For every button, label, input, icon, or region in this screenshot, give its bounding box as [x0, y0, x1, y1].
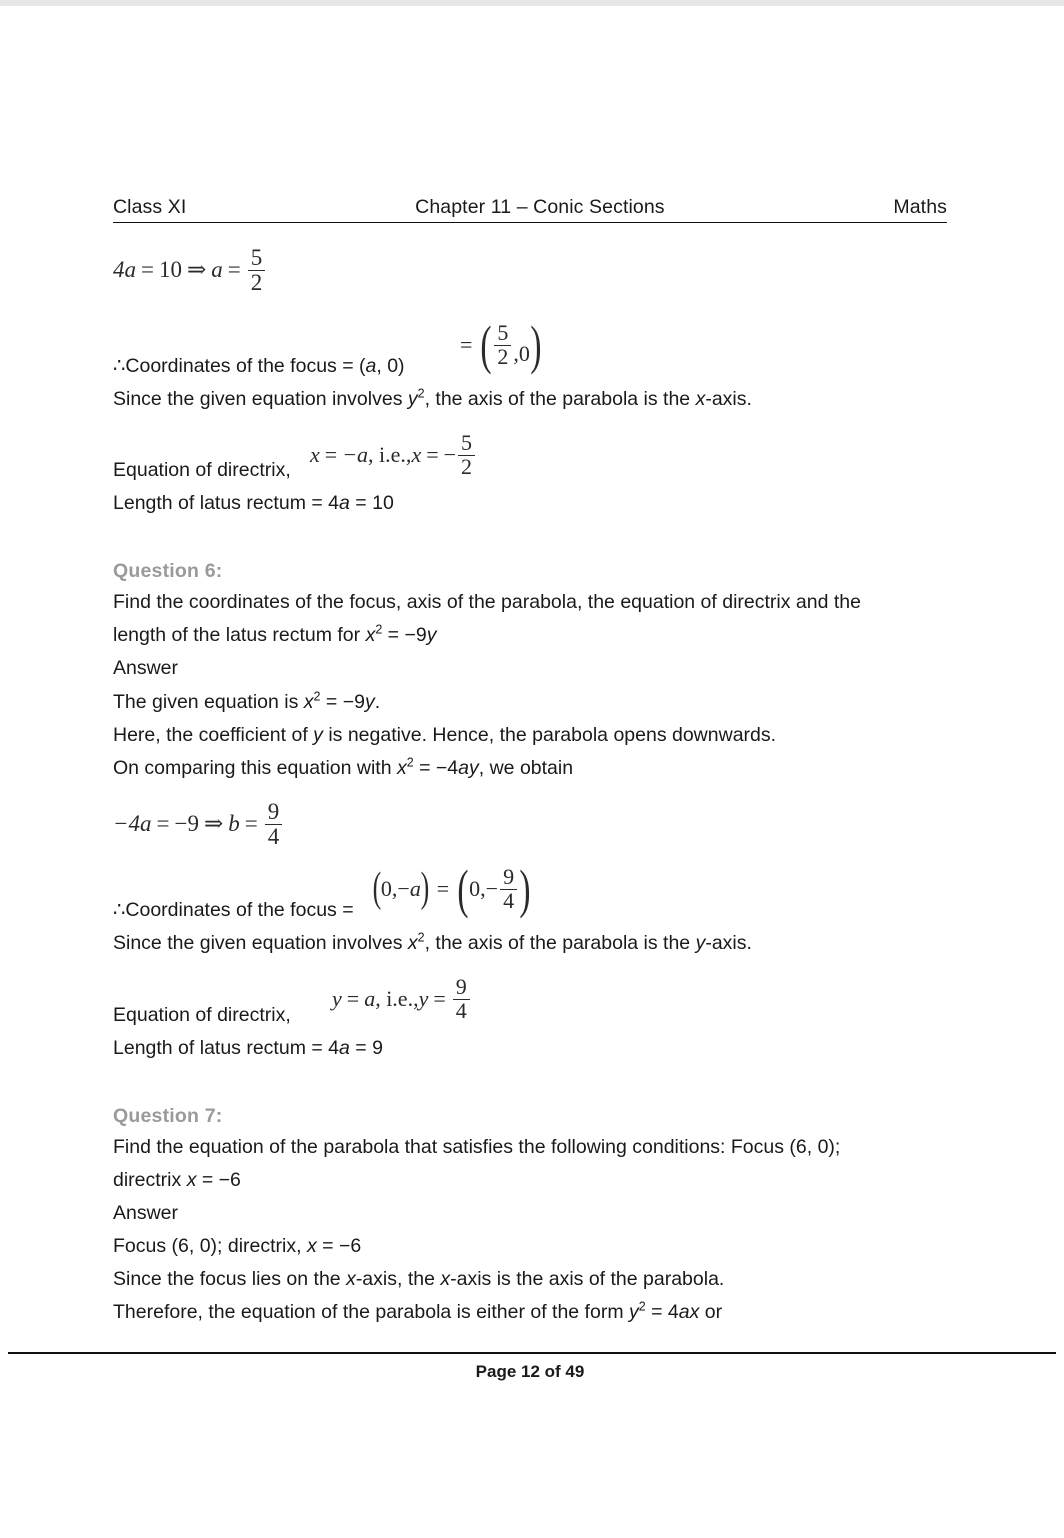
directrix-var-x1: x — [310, 442, 320, 468]
q6-latus-tail-text: = 9 — [349, 1037, 383, 1059]
q6-latus-text: Length of latus rectum = 4 — [113, 1037, 340, 1059]
latus-rectum-line-q5 — [113, 494, 394, 514]
q7-focus-text-b: = −6 — [316, 1235, 362, 1257]
directrix-equals-2: = — [426, 442, 439, 468]
question-6-prompt-line-2 — [113, 622, 437, 646]
fraction-denominator: 4 — [500, 889, 517, 913]
fraction-numerator: 5 — [250, 245, 263, 270]
q6-given-text-b: = −9 — [320, 691, 365, 713]
axis-sup-2: 2 — [417, 386, 425, 401]
q6-given-text-c: . — [374, 691, 381, 713]
fraction-numerator: 5 — [461, 430, 473, 455]
latus-text: Length of latus rectum = 4 — [113, 492, 340, 514]
fraction-denominator: 2 — [458, 455, 475, 479]
q7-form-text-b: = 4 — [645, 1301, 679, 1323]
page-header — [113, 196, 947, 223]
equation-minus4a-equals-minus9 — [113, 800, 284, 849]
directrix-neg-a: −a — [342, 442, 369, 468]
left-paren-icon: ( — [480, 314, 492, 375]
q7-axis-var-x1: x — [346, 1268, 356, 1290]
axis-text-a: Since the given equation involves — [113, 388, 408, 410]
q7-axis-text-a: Since the focus lies on the — [113, 1268, 347, 1290]
header-chapter-title: Chapter 11 – Conic Sections — [415, 196, 665, 218]
focus-math-zero-a: 0,− — [380, 876, 410, 902]
q6-compare-var-ay: ay — [458, 757, 479, 779]
eq-equals-2: = — [227, 257, 241, 283]
question-7-answer-label: Answer — [113, 1202, 179, 1224]
focus-math-equals: = — [436, 876, 450, 902]
question-6-prompt-line-1: Find the coordinates of the focus, axis of the parabola, the equation of directrix and the — [113, 591, 861, 613]
right-paren-icon: ) — [530, 314, 542, 375]
eq-var-b: b — [228, 811, 240, 837]
focus-var-a: a — [365, 355, 377, 377]
question-6-given-equation-line — [113, 689, 381, 713]
eq-var-a: a — [211, 257, 223, 283]
q6-compare-text-c: , we obtain — [478, 757, 574, 779]
question-7-axis-line — [113, 1270, 724, 1290]
fraction-numerator: 5 — [497, 320, 509, 345]
latus-tail-text: = 10 — [349, 492, 394, 514]
q6-given-sup-2: 2 — [313, 689, 321, 704]
q7-prompt-var-x: x — [186, 1169, 197, 1191]
q7-axis-text-b: -axis, the — [355, 1268, 441, 1290]
directrix-equals-2: = — [433, 986, 446, 1012]
fraction-five-halves-focus — [494, 322, 511, 369]
eq-equals-1: = — [141, 257, 154, 283]
q6-prompt-text-b: = −9 — [382, 624, 427, 646]
left-paren-icon-2: ( — [457, 858, 469, 919]
q7-focus-var-x: x — [306, 1235, 317, 1257]
q6-coeff-text-a: Here, the coefficient of — [113, 724, 314, 746]
question-7-prompt-line-2 — [113, 1171, 241, 1191]
question-6-heading: Question 6: — [113, 560, 223, 582]
directrix-label-q6: Equation of directrix, — [113, 1004, 291, 1026]
fraction-five-halves — [248, 246, 266, 295]
q6-axis-sup-2: 2 — [417, 930, 425, 945]
directrix-ie-text: , i.e., — [368, 442, 412, 468]
focus-prefix-text: ∴Coordinates of the focus = ( — [113, 355, 366, 377]
left-paren-icon: ( — [372, 865, 382, 912]
question-6-compare-line — [113, 755, 574, 779]
focus-math-zero-b: 0,− — [469, 876, 499, 902]
eq-value-minus9: −9 — [174, 811, 199, 837]
fraction-five-halves-directrix — [458, 432, 475, 479]
question-7-form-line — [113, 1299, 723, 1323]
focus-coordinates-math-q6 — [370, 858, 534, 919]
fraction-denominator: 2 — [494, 345, 511, 369]
eq-implies-arrow: ⇒ — [186, 257, 207, 283]
fraction-numerator: 9 — [503, 864, 515, 889]
eq-term-4a: 4a — [113, 257, 136, 283]
paren-group — [477, 314, 544, 375]
axis-text-b: , the axis of the parabola is the — [424, 388, 696, 410]
fraction-numerator: 9 — [455, 974, 467, 999]
eq-value-10: 10 — [158, 257, 182, 283]
axis-line-q5 — [113, 386, 752, 410]
directrix-var-x2: x — [411, 442, 422, 468]
q7-form-text-c: or — [699, 1301, 723, 1323]
axis-line-q6 — [113, 930, 752, 954]
q6-prompt-var-x: x — [365, 624, 376, 646]
fraction-numerator: 9 — [267, 799, 280, 824]
q6-axis-text-b: , the axis of the parabola is the — [424, 932, 696, 954]
right-paren-icon: ) — [420, 865, 430, 912]
equation-4a-equals-10 — [113, 246, 267, 295]
q7-axis-text-c: -axis is the axis of the parabola. — [450, 1268, 725, 1290]
question-7-prompt-line-1: Find the equation of the parabola that satisfies the following conditions: Focus (6, 0); — [113, 1136, 841, 1158]
fraction-denominator: 2 — [248, 270, 266, 295]
right-paren-icon-2: ) — [519, 858, 531, 919]
fraction-nine-fourths-directrix — [453, 976, 470, 1023]
q6-prompt-var-y: y — [426, 624, 437, 646]
q7-prompt-text-b: = −6 — [196, 1169, 241, 1191]
q6-axis-text-a: Since the given equation involves — [113, 932, 408, 954]
axis-var-x: x — [695, 388, 706, 410]
q6-compare-text-a: On comparing this equation with — [113, 757, 397, 779]
q7-form-sup-2: 2 — [638, 1299, 646, 1314]
page-number-label: Page 12 of 49 — [475, 1362, 585, 1381]
q6-coeff-text-b: is negative. Hence, the parabola opens downwards. — [322, 724, 777, 746]
focus-math-var-a: a — [409, 876, 421, 902]
latus-rectum-line-q6 — [113, 1039, 383, 1059]
directrix-math-q5 — [310, 432, 477, 479]
fraction-nine-fourths-focus — [500, 866, 517, 913]
q6-given-var-x: x — [303, 691, 314, 713]
directrix-ie-text: , i.e., — [375, 986, 419, 1012]
eq-implies-arrow: ⇒ — [204, 811, 224, 837]
q6-axis-var-x: x — [407, 932, 418, 954]
directrix-equals-1: = — [324, 442, 338, 468]
axis-text-c: -axis. — [705, 388, 752, 410]
fraction-denominator: 4 — [265, 824, 283, 849]
fraction-nine-fourths — [265, 800, 283, 849]
q6-compare-text-b: = −4 — [413, 757, 459, 779]
axis-var-y: y — [407, 388, 418, 410]
q6-coeff-var-y: y — [313, 724, 323, 746]
header-class-label: Class XI — [113, 196, 187, 218]
question-6-answer-label: Answer — [113, 657, 179, 679]
latus-var-a: a — [339, 492, 350, 514]
eq-equals-1: = — [156, 811, 170, 837]
eq-term-minus4a: −4a — [113, 811, 152, 837]
directrix-var-y1: y — [332, 986, 342, 1012]
q6-compare-var-x: x — [397, 757, 407, 779]
question-7-heading: Question 7: — [113, 1105, 223, 1127]
header-subject-label: Maths — [893, 196, 947, 218]
q6-prompt-text-a: length of the latus rectum for — [113, 624, 366, 646]
focus-coordinates-line-q6: ∴Coordinates of the focus = — [113, 899, 354, 921]
directrix-var-y2: y — [418, 986, 429, 1012]
directrix-minus-sign: − — [443, 442, 457, 468]
directrix-label-q5: Equation of directrix, — [113, 459, 291, 481]
question-7-focus-line — [113, 1237, 361, 1257]
focus-math-equals: = — [460, 332, 473, 358]
footer-divider — [8, 1352, 1056, 1354]
q6-given-text-a: The given equation is — [113, 691, 304, 713]
directrix-equals-1: = — [346, 986, 360, 1012]
paren-group-left — [370, 865, 432, 912]
q7-focus-text-a: Focus (6, 0); directrix, — [113, 1235, 307, 1257]
q6-compare-sup-2: 2 — [406, 755, 414, 770]
eq-equals-2: = — [244, 811, 258, 837]
focus-coordinates-line-q5 — [113, 357, 405, 377]
directrix-math-q6 — [332, 976, 472, 1023]
q7-axis-var-x2: x — [440, 1268, 451, 1290]
fraction-denominator: 4 — [453, 999, 470, 1023]
focus-math-zero: ,0 — [513, 340, 530, 366]
q6-prompt-sup-2: 2 — [375, 622, 383, 637]
q7-form-var-y: y — [628, 1301, 639, 1323]
q6-latus-var-a: a — [339, 1037, 350, 1059]
directrix-var-a: a — [364, 986, 376, 1012]
q6-axis-text-c: -axis. — [705, 932, 752, 954]
focus-suffix-text: , 0) — [376, 355, 405, 377]
question-6-coefficient-line — [113, 726, 776, 746]
q7-prompt-text-a: directrix — [113, 1169, 187, 1191]
q7-form-var-ax: ax — [678, 1301, 700, 1323]
q7-form-text-a: Therefore, the equation of the parabola is either of the form — [113, 1301, 629, 1323]
focus-coordinates-math-q5 — [455, 314, 545, 375]
q6-given-var-y: y — [364, 691, 375, 713]
q6-axis-var-y: y — [695, 932, 706, 954]
paren-group-right — [454, 858, 534, 919]
